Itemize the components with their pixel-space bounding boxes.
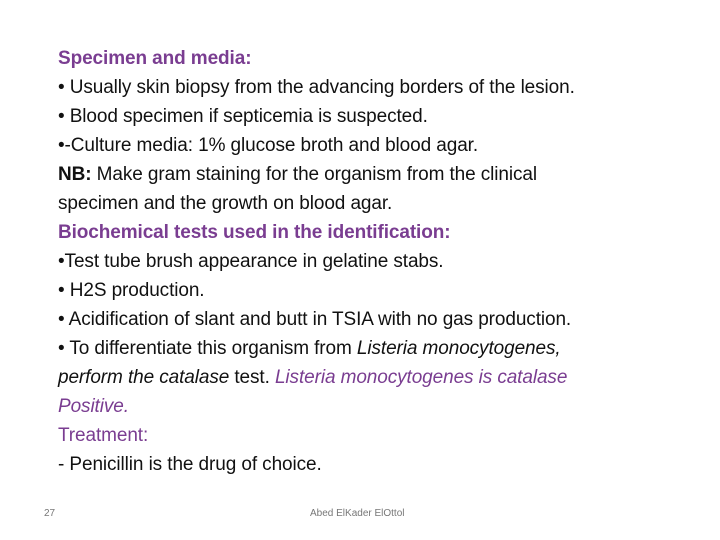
slide-content: [58, 44, 698, 479]
catalase-purple: Listeria monocytogenes is catalase: [274, 367, 568, 388]
nb-line-1: [58, 160, 698, 189]
heading-biochemical-tests: Biochemical tests used in the identification:: [58, 222, 451, 243]
catalase-plain: test.: [229, 367, 275, 388]
bullet-tsia-acidification: • Acidification of slant and butt in TSIA with no gas production.: [58, 309, 572, 330]
catalase-line: [58, 363, 698, 392]
catalase-positive: Positive.: [58, 396, 129, 417]
bullet-h2s-production: • H2S production.: [58, 280, 205, 301]
bullet-blood-specimen: • Blood specimen if septicemia is suspected.: [58, 106, 428, 127]
catalase-italic: perform the catalase: [58, 367, 230, 388]
heading-specimen-media: Specimen and media:: [58, 48, 252, 69]
bullet-culture-media: •-Culture media: 1% glucose broth and blood agar.: [58, 135, 479, 156]
bullet-test-tube-brush: •Test tube brush appearance in gelatine stabs.: [58, 251, 444, 272]
nb-text-1: Make gram staining for the organism from the clinical: [91, 164, 537, 185]
bullet-differentiate-listeria: [58, 334, 698, 363]
bullet-7-prefix: • To differentiate this organism from: [58, 338, 357, 359]
nb-label: NB:: [58, 164, 92, 185]
listeria-name: Listeria monocytogenes,: [356, 338, 561, 359]
page-number: 27: [44, 508, 56, 519]
bullet-skin-biopsy: • Usually skin biopsy from the advancing borders of the lesion.: [58, 77, 575, 98]
nb-line-2: specimen and the growth on blood agar.: [58, 193, 393, 214]
footer-author: Abed ElKader ElOttol: [310, 508, 405, 519]
heading-treatment: Treatment:: [58, 425, 149, 446]
treatment-penicillin: - Penicillin is the drug of choice.: [58, 454, 322, 475]
